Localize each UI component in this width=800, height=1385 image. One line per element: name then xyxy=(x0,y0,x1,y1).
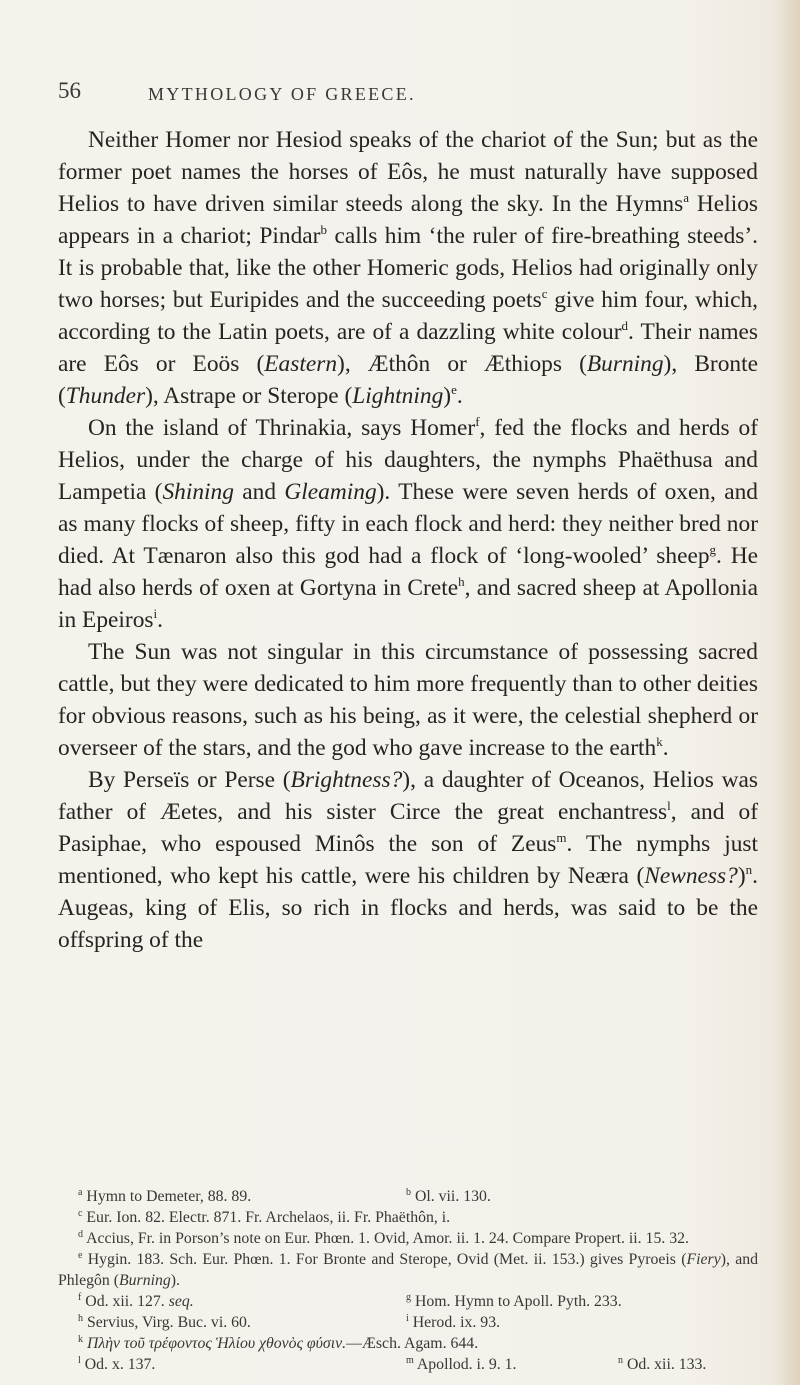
footnote-ref-e: e xyxy=(451,382,457,397)
text-run: ), Astrape or Sterope ( xyxy=(145,383,353,409)
footnote-ref-d: d xyxy=(621,318,629,333)
footnote-k xyxy=(78,1333,478,1354)
main-text xyxy=(58,124,758,956)
footnote-ref-m: m xyxy=(556,830,567,845)
paragraph-2 xyxy=(58,412,758,636)
italic-term: Shining xyxy=(162,479,234,505)
footnote-mark: k xyxy=(78,1334,83,1345)
italic-term: Thunder xyxy=(65,383,146,409)
text-run: calls him ‘the ruler of fire-breathing steeds’. It is probable that, like the other Homeric gods, Helios had originally only two horses; but Euripides and the succeeding poets xyxy=(58,223,759,313)
paragraph-4 xyxy=(58,764,758,956)
footnote-text: Ol. vii. 130. xyxy=(414,1188,491,1205)
footnote-text: Od. x. 137. xyxy=(84,1356,156,1373)
footnote-ref-g: g xyxy=(709,542,717,557)
footnote-row xyxy=(58,1186,758,1207)
footnote-text: Hygin. 183. Sch. Eur. Phœn. 1. For Bronte and Sterope, Ovid (Met. ii. 153.) gives Pyroeis ( xyxy=(87,1251,687,1268)
text-run: Helios appears in a chariot; Pindar xyxy=(58,191,758,249)
footnote-mark: e xyxy=(78,1250,83,1261)
text-run: ), Æthôn or Æthiops ( xyxy=(337,351,587,377)
text-run: Neither Homer nor Hesiod speaks of the chariot of the Sun; but as the former poet names the horses of Eôs, he must naturally have supposed Helios to have driven similar steeds along the sky. In the Hymns xyxy=(58,127,758,217)
italic-term: Lightning xyxy=(352,383,444,409)
page-edge-shading xyxy=(778,0,800,1385)
paragraph-3 xyxy=(58,636,758,764)
text-run: . xyxy=(662,735,669,761)
greek-quote: Πλὴν τοῦ τρέφοντος Ἡλίου χθονὸς φύσιν. xyxy=(86,1335,347,1352)
text-run: . He had also herds of oxen at Gortyna in Crete xyxy=(58,543,758,601)
footnote-text: ), and Phlegôn ( xyxy=(58,1251,759,1289)
footnote-text: Hymn to Demeter, 88. 89. xyxy=(86,1188,252,1205)
italic-term: Newness? xyxy=(644,863,738,889)
text-run: ) xyxy=(443,383,452,409)
text-run: ) xyxy=(737,863,746,889)
text-run: By Perseïs or Perse ( xyxy=(88,767,291,793)
text-run: and xyxy=(233,479,285,505)
footnote-ref-f: f xyxy=(475,414,480,429)
footnote-ref-k: k xyxy=(656,734,663,749)
footnote-mark: l xyxy=(78,1355,81,1366)
footnote-ref-c: c xyxy=(541,286,548,301)
footnote-h xyxy=(78,1312,251,1333)
text-run: . The nymphs just mentioned, who kept his cattle, were his children by Neæra ( xyxy=(58,831,758,889)
footnote-text: ). xyxy=(170,1272,180,1289)
footnote-text: Od. xii. 127. xyxy=(85,1293,165,1310)
italic-term: Fiery xyxy=(686,1251,721,1268)
footnote-text: Servius, Virg. Buc. vi. 60. xyxy=(86,1314,251,1331)
italic-term: Brightness? xyxy=(290,767,403,793)
footnote-ref-a: a xyxy=(683,190,690,205)
italic-term: Burning xyxy=(119,1272,171,1289)
footnote-text: Herod. ix. 93. xyxy=(412,1314,501,1331)
footnote-l xyxy=(78,1354,155,1375)
footnote-text: Apollod. i. 9. 1. xyxy=(416,1356,517,1373)
italic-term: Gleaming xyxy=(284,479,377,505)
text-run: give him four, which, according to the Latin poets, are of a dazzling white colour xyxy=(58,287,758,345)
footnote-e xyxy=(58,1249,758,1291)
footnote-b xyxy=(406,1186,491,1207)
footnote-row xyxy=(58,1354,758,1375)
footnote-ref-h: h xyxy=(458,574,465,589)
footnote-m xyxy=(406,1354,516,1375)
page-number: 56 xyxy=(58,78,81,103)
footnote-row xyxy=(58,1291,758,1312)
footnote-text: Hom. Hymn to Apoll. Pyth. 233. xyxy=(414,1293,622,1310)
footnote-mark: h xyxy=(78,1313,83,1324)
footnotes xyxy=(58,1186,758,1375)
text-run: . xyxy=(456,383,463,409)
footnote-text: Od. xii. 133. xyxy=(626,1356,707,1373)
footnote-n xyxy=(618,1354,706,1375)
italic-term: Burning xyxy=(586,351,664,377)
footnote-mark: n xyxy=(618,1355,623,1366)
footnote-row xyxy=(58,1312,758,1333)
text-run: , and sacred sheep at Apollonia in Epeiros xyxy=(58,575,758,633)
text-run: ), a daughter of Oceanos, Helios was father of Æetes, and his sister Circe the great enchantress xyxy=(58,767,758,825)
text-run: , and of Pasiphae, who espoused Minôs the son of Zeus xyxy=(58,799,758,857)
footnote-f xyxy=(78,1291,194,1312)
footnote-mark: g xyxy=(406,1292,411,1303)
italic-term: seq. xyxy=(168,1293,194,1310)
text-run: ). These were seven herds of oxen, and as many flocks of sheep, fifty in each flock and herd: they neither bred nor died. At Tænaron also this god had a flock of ‘long-wooled’ sheep xyxy=(58,479,759,569)
running-title: MYTHOLOGY OF GREECE. xyxy=(148,84,416,104)
footnote-mark: f xyxy=(78,1292,82,1303)
footnote-ref-l: l xyxy=(667,798,671,813)
footnote-i xyxy=(406,1312,500,1333)
text-run: . Their names are Eôs or Eoös ( xyxy=(58,319,759,377)
footnote-d xyxy=(58,1228,758,1249)
footnote-ref-i: i xyxy=(153,606,158,621)
footnote-text: Accius, Fr. in Porson’s note on Eur. Phœn. 1. Ovid, Amor. ii. 1. 24. Compare Propert. ii. 15. 32. xyxy=(86,1230,689,1247)
footnote-ref-n: n xyxy=(745,862,753,877)
paragraph-1 xyxy=(58,124,758,412)
footnote-c xyxy=(58,1207,758,1228)
footnote-mark: i xyxy=(406,1313,409,1324)
footnote-a xyxy=(78,1186,251,1207)
footnote-mark: c xyxy=(78,1208,83,1219)
footnote-row xyxy=(58,1333,758,1354)
text-run: , fed the flocks and herds of Helios, under the charge of his daughters, the nymphs Phaëthusa and Lampetia ( xyxy=(58,415,758,505)
running-head xyxy=(58,78,758,108)
text-run: . xyxy=(157,607,163,633)
footnote-mark: m xyxy=(406,1355,414,1366)
footnote-text: Eur. Ion. 82. Electr. 871. Fr. Archelaos, ii. Fr. Phaëthôn, i. xyxy=(86,1209,451,1226)
footnote-ref-b: b xyxy=(320,222,327,237)
text-run: . Augeas, king of Elis, so rich in flocks and herds, was said to be the offspring of the xyxy=(58,863,758,953)
footnote-mark: a xyxy=(78,1187,83,1198)
text-run: ), Bronte ( xyxy=(58,351,758,409)
footnote-text: —Æsch. Agam. 644. xyxy=(346,1335,479,1352)
text-run: The Sun was not singular in this circumstance of possessing sacred cattle, but they were dedicated to him more frequently than to other deities for obvious reasons, such as his being, as it were, the celestial shepherd or overseer of the stars, and the god who gave increase to the earth xyxy=(58,639,758,761)
footnote-mark: d xyxy=(78,1229,83,1240)
footnote-mark: b xyxy=(406,1187,411,1198)
footnote-g xyxy=(406,1291,622,1312)
text-run: On the island of Thrinakia, says Homer xyxy=(88,415,476,441)
italic-term: Eastern xyxy=(264,351,338,377)
